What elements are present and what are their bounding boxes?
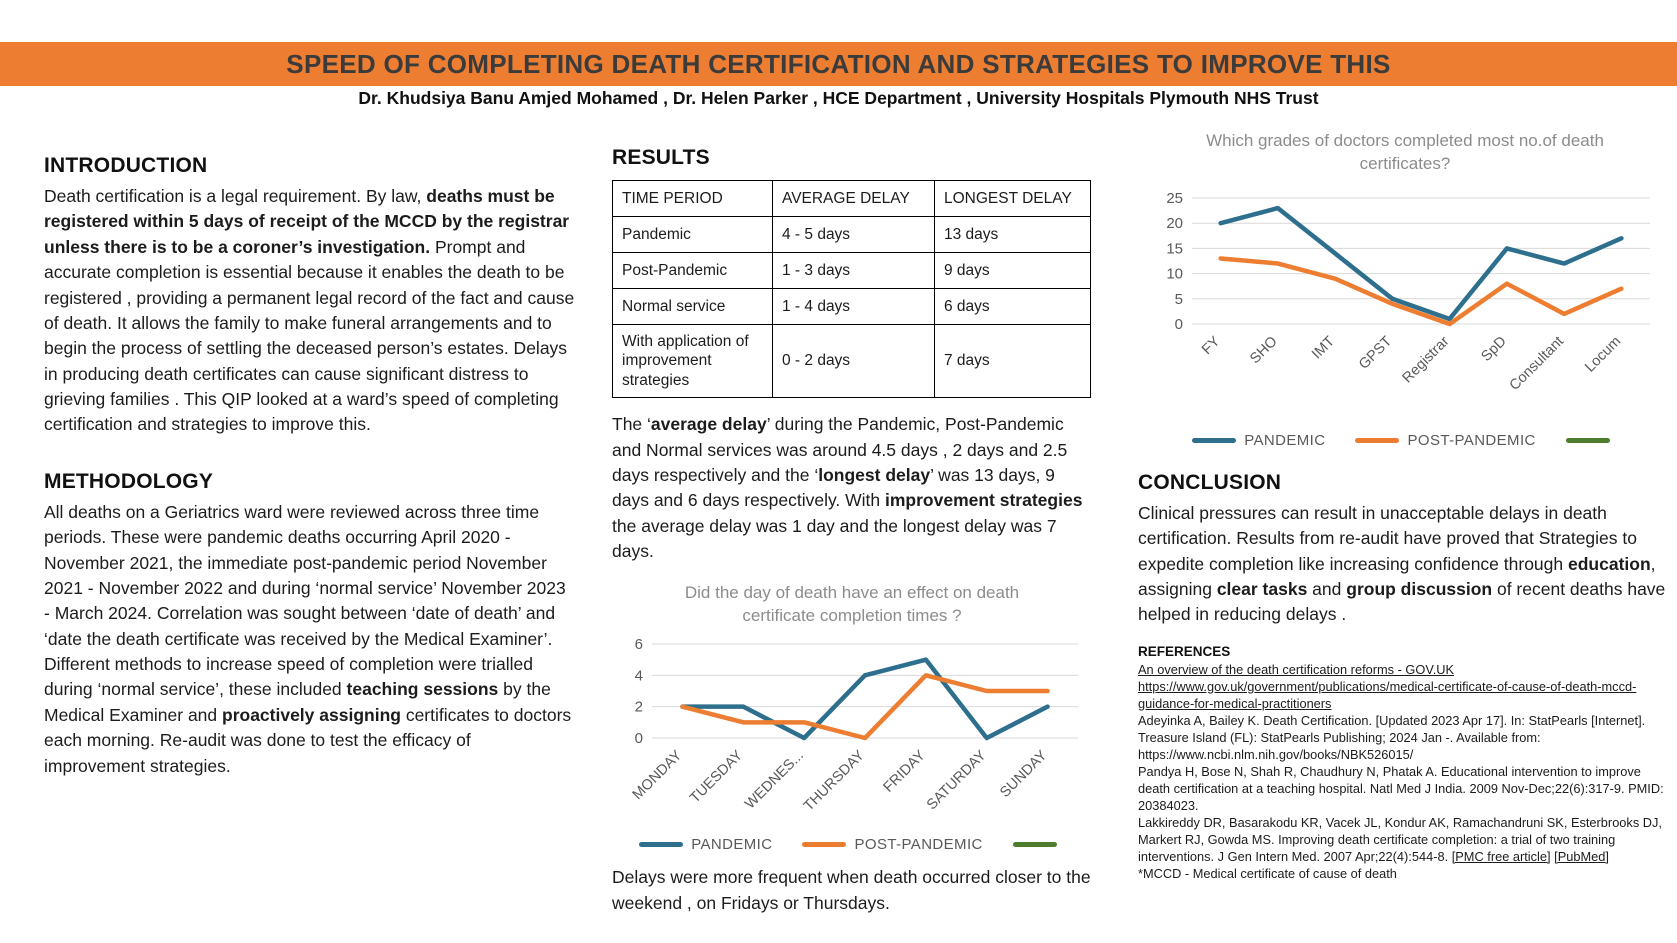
table-row xyxy=(613,253,1091,289)
x-category-label: WEDNES... xyxy=(742,747,807,813)
table-cell: Normal service xyxy=(613,289,773,325)
x-category-label: IMT xyxy=(1308,333,1338,363)
references-list xyxy=(1138,661,1672,882)
text-segment: *MCCD - Medical certificate of cause of death xyxy=(1138,865,1397,881)
table-cell: 1 - 3 days xyxy=(773,253,935,289)
legend-label: POST-PANDEMIC xyxy=(1407,431,1536,449)
results-table xyxy=(612,180,1091,398)
legend-item xyxy=(639,836,772,853)
x-category-label: THURSDAY xyxy=(800,747,868,815)
days-chart-title: Did the day of death have an effect on death certificate completion times ? xyxy=(684,583,1020,626)
legend-label: PANDEMIC xyxy=(1244,431,1326,449)
legend-swatch xyxy=(802,842,846,847)
section-introduction xyxy=(44,154,576,438)
x-category-label: Registrar xyxy=(1399,333,1453,387)
conclusion-heading: CONCLUSION xyxy=(1138,470,1282,494)
left-column xyxy=(44,154,576,779)
results-summary xyxy=(612,412,1092,564)
text-segment: improvement strategies xyxy=(885,490,1083,511)
text-segment: Death certification is a legal requirement. By law, xyxy=(44,186,427,206)
x-category-label: FRIDAY xyxy=(880,747,929,796)
text-segment: the average delay was 1 day and the longest delay was 7 days. xyxy=(612,515,1057,561)
legend-label: POST-PANDEMIC xyxy=(854,836,983,854)
text-segment: ’ during the Pandemic, Post-Pandemic and Normal services was around 4.5 days , 2 days and 2.5 days respectively and the ‘ xyxy=(612,414,1068,485)
reference-link[interactable]: [PubMed] xyxy=(1554,848,1609,864)
grades-chart xyxy=(1138,186,1672,428)
text-segment: , assigning xyxy=(1138,553,1656,599)
legend-item xyxy=(1013,842,1065,847)
reference-link[interactable]: https://www.gov.uk/government/publications/medical-certificate-of-cause-of-death-mccd-guidance-for-medical-practitioners xyxy=(1138,678,1637,711)
text-segment: certificates to doctors each morning. Re-audit was done to test the efficacy of improvement strategies. xyxy=(44,704,572,776)
text-segment: average delay xyxy=(650,414,767,435)
x-category-label: Consultant xyxy=(1506,333,1567,394)
introduction-heading: INTRODUCTION xyxy=(44,154,208,177)
reference-line xyxy=(1138,712,1672,763)
reference-line xyxy=(1138,763,1672,814)
top-banner xyxy=(0,42,1677,86)
x-category-label: SpD xyxy=(1478,333,1510,365)
legend-swatch xyxy=(1566,438,1610,443)
x-category-label: SATURDAY xyxy=(923,747,990,814)
table-row xyxy=(613,217,1091,253)
x-category-label: GPST xyxy=(1355,333,1396,373)
table-cell: 7 days xyxy=(935,325,1091,398)
poster-title: SPEED OF COMPLETING DEATH CERTIFICATION AND STRATEGIES TO IMPROVE THIS xyxy=(286,48,1391,79)
text-segment: clear tasks xyxy=(1216,579,1308,599)
legend-item xyxy=(1192,432,1325,449)
text-segment: Clinical pressures can result in unacceptable delays in death certification. Results from re-audit have proved that Strategies to expedite completion like increasing confidence through xyxy=(1138,502,1637,574)
table-cell: With application of improvement strategies xyxy=(613,325,773,398)
methodology-text xyxy=(44,500,576,779)
table-header-cell: TIME PERIOD xyxy=(613,181,773,217)
section-conclusion xyxy=(1138,471,1672,628)
text-segment: longest delay xyxy=(818,464,931,485)
table-cell: 6 days xyxy=(935,289,1091,325)
reference-link[interactable]: An overview of the death certification reforms - GOV.UK xyxy=(1138,661,1455,677)
conclusion-text xyxy=(1138,501,1672,628)
table-cell: 1 - 4 days xyxy=(773,289,935,325)
y-tick-label: 2 xyxy=(634,698,643,716)
legend-swatch xyxy=(639,842,683,847)
text-segment: by the Medical Examiner and xyxy=(44,679,551,725)
right-column xyxy=(1138,130,1672,882)
table-cell: 13 days xyxy=(935,217,1091,253)
days-chart-caption: Delays were more frequent when death occurred closer to the weekend , on Fridays or Thursdays. xyxy=(612,867,1091,913)
text-segment: of recent deaths have helped in reducing delays . xyxy=(1138,579,1666,625)
text-segment: Lakkireddy DR, Basarakodu KR, Vacek JL, Kondur AK, Ramachandruni SK, Esterbrooks DJ, Markert RJ, Gowda MS. Improving death certificate completion: a trial of two training interventions. J Gen Intern Med. 2007 Apr;22(4):544-8. xyxy=(1138,814,1662,864)
table-header-cell: AVERAGE DELAY xyxy=(773,181,935,217)
days-chart xyxy=(612,634,1092,832)
legend-item xyxy=(802,836,982,853)
grades-chart-title: Which grades of doctors completed most no.of death certificates? xyxy=(1206,131,1604,173)
table-cell: 4 - 5 days xyxy=(773,217,935,253)
y-tick-label: 15 xyxy=(1166,240,1183,258)
y-tick-label: 25 xyxy=(1166,189,1183,207)
table-header-row xyxy=(613,181,1091,217)
y-tick-label: 6 xyxy=(634,636,643,654)
table-cell: Pandemic xyxy=(613,217,773,253)
reference-link[interactable]: [PMC free article] xyxy=(1451,848,1551,864)
legend-swatch xyxy=(1192,438,1236,443)
text-segment: teaching sessions xyxy=(346,679,499,700)
series-line-PANDEMIC xyxy=(682,660,1047,738)
text-segment: The ‘ xyxy=(612,414,651,435)
series-line-POST-PANDEMIC xyxy=(1221,258,1622,324)
table-cell: Post-Pandemic xyxy=(613,253,773,289)
table-row xyxy=(613,289,1091,325)
y-tick-label: 4 xyxy=(634,667,643,685)
table-header-cell: LONGEST DELAY xyxy=(935,181,1091,217)
table-cell: 0 - 2 days xyxy=(773,325,935,398)
text-segment: Pandya H, Bose N, Shah R, Chaudhury N, Phatak A. Educational intervention to improve death certification at a teaching hospital. Natl Med J India. 2009 Nov-Dec;22(6):317-9. PMID: 20384023. xyxy=(1138,763,1664,813)
legend-label: PANDEMIC xyxy=(691,836,773,854)
x-category-label: MONDAY xyxy=(629,747,686,804)
grades-chart-legend xyxy=(1138,432,1672,449)
y-tick-label: 5 xyxy=(1174,290,1183,308)
reference-line xyxy=(1138,661,1672,678)
legend-item xyxy=(1355,432,1535,449)
x-category-label: SHO xyxy=(1247,333,1281,367)
text-segment: group discussion xyxy=(1346,579,1493,599)
reference-line xyxy=(1138,678,1672,712)
x-category-label: TUESDAY xyxy=(687,747,747,807)
references-heading: REFERENCES xyxy=(1138,643,1231,659)
text-segment: deaths must be registered within 5 days of receipt of the MCCD by the registrar unless there is to be a coroner’s investigation. xyxy=(44,186,570,257)
text-segment: education xyxy=(1568,553,1651,574)
legend-item xyxy=(1566,438,1618,443)
table-cell: 9 days xyxy=(935,253,1091,289)
y-tick-label: 20 xyxy=(1166,215,1183,233)
x-category-label: Locum xyxy=(1582,333,1625,376)
legend-swatch xyxy=(1013,842,1057,847)
reference-line xyxy=(1138,865,1672,882)
authors-line: Dr. Khudsiya Banu Amjed Mohamed , Dr. Helen Parker , HCE Department , University Hospitals Plymouth NHS Trust xyxy=(358,88,1319,108)
text-segment: Adeyinka A, Bailey K. Death Certification. [Updated 2023 Apr 17]. In: StatPearls [Internet]. Treasure Island (FL): StatPearls Publishing; 2024 Jan -. Available from: https://www.ncbi.nlm.nih.gov/books/NBK526015/ xyxy=(1138,712,1646,762)
y-tick-label: 0 xyxy=(1174,315,1183,333)
text-segment: proactively assigning xyxy=(222,704,401,725)
days-chart-legend xyxy=(612,836,1092,853)
y-tick-label: 10 xyxy=(1166,265,1183,283)
legend-swatch xyxy=(1355,438,1399,443)
section-methodology xyxy=(44,470,576,779)
methodology-heading: METHODOLOGY xyxy=(44,469,214,493)
text-segment: ’ was 13 days, 9 days and 6 days respectively. With xyxy=(612,464,1055,511)
text-segment: and xyxy=(1307,579,1347,599)
x-category-label: FY xyxy=(1199,333,1224,358)
table-row xyxy=(613,325,1091,398)
x-category-label: SUNDAY xyxy=(997,747,1051,802)
text-segment: Prompt and accurate completion is essential because it enables the death to be registered , providing a permanent legal record of the fact and cause of death. It allows the family to make funeral arrangements and to begin the process of settling the deceased person’s estates. Delays in producing death certificates can cause significant distress to grieving families . This QIP looked at a ward’s speed of completing certification and strategies to improve this. xyxy=(44,236,575,435)
reference-line xyxy=(1138,814,1672,865)
results-heading: RESULTS xyxy=(612,146,710,169)
introduction-text xyxy=(44,184,576,438)
text-segment: All deaths on a Geriatrics ward were reviewed across three time periods. These were pandemic deaths occurring April 2020 - November 2021, the immediate post-pandemic period November 2021 - November 2022 and during ‘normal service’ November 2023 - March 2024. Correlation was sought between ‘date of death’ and ‘date the death certificate was received by the Medical Examiner’. Different methods to increase speed of completion were trialled during ‘normal service’, these included xyxy=(44,501,566,700)
y-tick-label: 0 xyxy=(634,730,643,748)
middle-column xyxy=(612,146,1092,934)
